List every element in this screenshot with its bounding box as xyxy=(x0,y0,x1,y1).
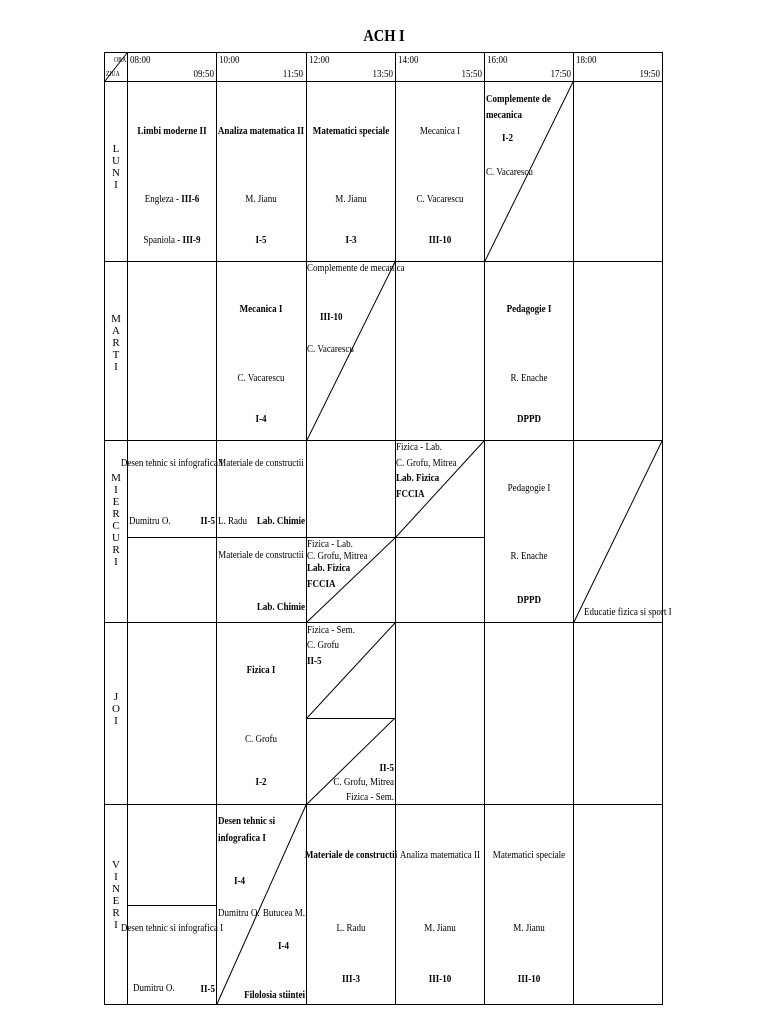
vineri-s4-teacher: M. Jianu xyxy=(424,922,456,934)
miercuri-s2a-course: Materiale de constructii xyxy=(218,457,304,469)
luni-s5-course-l2: mecanica xyxy=(486,109,523,121)
miercuri-s3-room1: Lab. Fizica xyxy=(307,562,351,574)
luni-s2-course: Analiza matematica II xyxy=(217,125,305,137)
slot-4-end: 15:50 xyxy=(461,68,482,80)
vineri-s2-course2: Filolosia stiintei xyxy=(244,989,305,1001)
miercuri-s4-room2: FCCIA xyxy=(396,488,425,500)
luni-s3-room: I-3 xyxy=(345,234,357,246)
slot-6-end: 19:50 xyxy=(639,68,660,80)
luni-s4-room: III-10 xyxy=(428,234,452,246)
vineri-s2-teacher1: Dumitru O. xyxy=(218,907,260,919)
marti-s2-course: Mecanica I xyxy=(239,303,283,315)
vineri-s1-room: II-5 xyxy=(200,983,215,995)
miercuri-s2a-room: Lab. Chimie xyxy=(256,515,305,527)
slot-5-start: 16:00 xyxy=(487,54,508,66)
miercuri-s4-course: Fizica - Lab. xyxy=(396,441,442,453)
day-label-marti: M A R T I xyxy=(111,313,121,373)
page-title: ACH I xyxy=(363,26,405,45)
miercuri-s3-room2: FCCIA xyxy=(307,578,336,590)
vineri-s2-teacher2: Butucea M. xyxy=(262,907,305,919)
joi-s2-room: I-2 xyxy=(255,776,267,788)
marti-s2-room: I-4 xyxy=(255,413,267,425)
luni-s4-course: Mecanica I xyxy=(419,125,461,137)
miercuri-s5-room: DPPD xyxy=(516,594,542,606)
miercuri-s3-teacher: C. Grofu, Mitrea xyxy=(307,550,368,562)
miercuri-s1-course: Desen tehnic si infografica I xyxy=(120,457,224,469)
miercuri-s3-course: Fizica - Lab. xyxy=(307,538,353,550)
joi-s3b-room: II-5 xyxy=(379,762,394,774)
luni-s2-room: I-5 xyxy=(255,234,267,246)
joi-s3a-room: II-5 xyxy=(307,655,322,667)
marti-s3-room: III-10 xyxy=(320,311,343,323)
joi-s3a-teacher: C. Grofu xyxy=(307,639,340,651)
slot-2-start: 10:00 xyxy=(219,54,240,66)
vineri-s2-course-l1: Desen tehnic si xyxy=(218,815,276,827)
luni-s2-teacher: M. Jianu xyxy=(245,193,277,205)
luni-s1-line1: Engleza - III-6 xyxy=(144,193,200,205)
slot-3-end: 13:50 xyxy=(372,68,393,80)
joi-s3a-course: Fizica - Sem. xyxy=(307,624,355,636)
marti-s5-room: DPPD xyxy=(516,413,542,425)
miercuri-s5-course: Pedagogie I xyxy=(507,482,551,494)
vineri-s2-room2: I-4 xyxy=(278,940,290,952)
slot-1-start: 08:00 xyxy=(130,54,151,66)
vineri-s1-teacher: Dumitru O. xyxy=(133,982,175,994)
marti-s3-teacher: C. Vacarescu xyxy=(307,343,354,355)
luni-s3-teacher: M. Jianu xyxy=(335,193,367,205)
vineri-s2-course-l2: infografica I xyxy=(218,832,266,844)
luni-s5-room: I-2 xyxy=(502,132,514,144)
miercuri-s4-room1: Lab. Fizica xyxy=(396,472,440,484)
luni-s1-line2: Spaniola - III-9 xyxy=(143,234,201,246)
miercuri-s6-course: Educatie fizica si sport I xyxy=(584,606,672,618)
day-label-luni: L U N I xyxy=(112,143,120,191)
joi-s2-teacher: C. Grofu xyxy=(244,733,278,745)
vineri-s3-teacher: L. Radu xyxy=(336,922,366,934)
vineri-s4-room: III-10 xyxy=(428,973,452,985)
slot-6-start: 18:00 xyxy=(576,54,597,66)
miercuri-s2a-teacher: L. Radu xyxy=(218,515,248,527)
vineri-s3-course: Materiale de constructii xyxy=(304,849,398,861)
luni-s5-teacher: C. Vacarescu xyxy=(486,166,533,178)
header-ora: ORA xyxy=(114,56,127,64)
slot-1-end: 09:50 xyxy=(193,68,214,80)
miercuri-s2b-room: Lab. Chimie xyxy=(256,601,305,613)
vineri-s2-room1: I-4 xyxy=(234,875,246,887)
header-ziua: ZIUA xyxy=(106,70,120,78)
vineri-s5-room: III-10 xyxy=(517,973,541,985)
miercuri-s2b-course: Materiale de constructii xyxy=(218,549,304,561)
vineri-s5-teacher: M. Jianu xyxy=(513,922,545,934)
marti-s3-course: Complemente de mecanica xyxy=(307,262,405,274)
day-label-joi: J O I xyxy=(112,691,120,727)
marti-s2-teacher: C. Vacarescu xyxy=(237,372,285,384)
marti-s5-teacher: R. Enache xyxy=(510,372,548,384)
joi-s3b-teacher: C. Grofu, Mitrea xyxy=(333,776,394,788)
vineri-s1-course: Desen tehnic si infografica I xyxy=(120,922,224,934)
vineri-s4-course: Analiza matematica II xyxy=(399,849,481,861)
day-label-vineri: V I N E R I xyxy=(112,859,120,931)
miercuri-s1-room: II-5 xyxy=(200,515,215,527)
slot-2-end: 11:50 xyxy=(282,68,303,80)
slot-4-start: 14:00 xyxy=(398,54,419,66)
vineri-s3-room: III-3 xyxy=(341,973,361,985)
day-label-miercuri: M I E R C U R I xyxy=(111,472,121,568)
slot-5-end: 17:50 xyxy=(550,68,571,80)
luni-s1-course: Limbi moderne II xyxy=(137,125,207,137)
luni-s4-teacher: C. Vacarescu xyxy=(416,193,464,205)
miercuri-s4-teacher: C. Grofu, Mitrea xyxy=(396,457,457,469)
luni-s5-course-l1: Complemente de xyxy=(486,93,551,105)
marti-s5-course: Pedagogie I xyxy=(506,303,552,315)
joi-s2-course: Fizica I xyxy=(246,664,276,676)
vineri-s5-course: Matematici speciale xyxy=(492,849,566,861)
luni-s3-course: Matematici speciale xyxy=(312,125,390,137)
slot-3-start: 12:00 xyxy=(309,54,330,66)
miercuri-s5-teacher: R. Enache xyxy=(510,550,548,562)
joi-s3b-course: Fizica - Sem. xyxy=(346,791,394,803)
miercuri-s1-teacher: Dumitru O. xyxy=(129,515,171,527)
